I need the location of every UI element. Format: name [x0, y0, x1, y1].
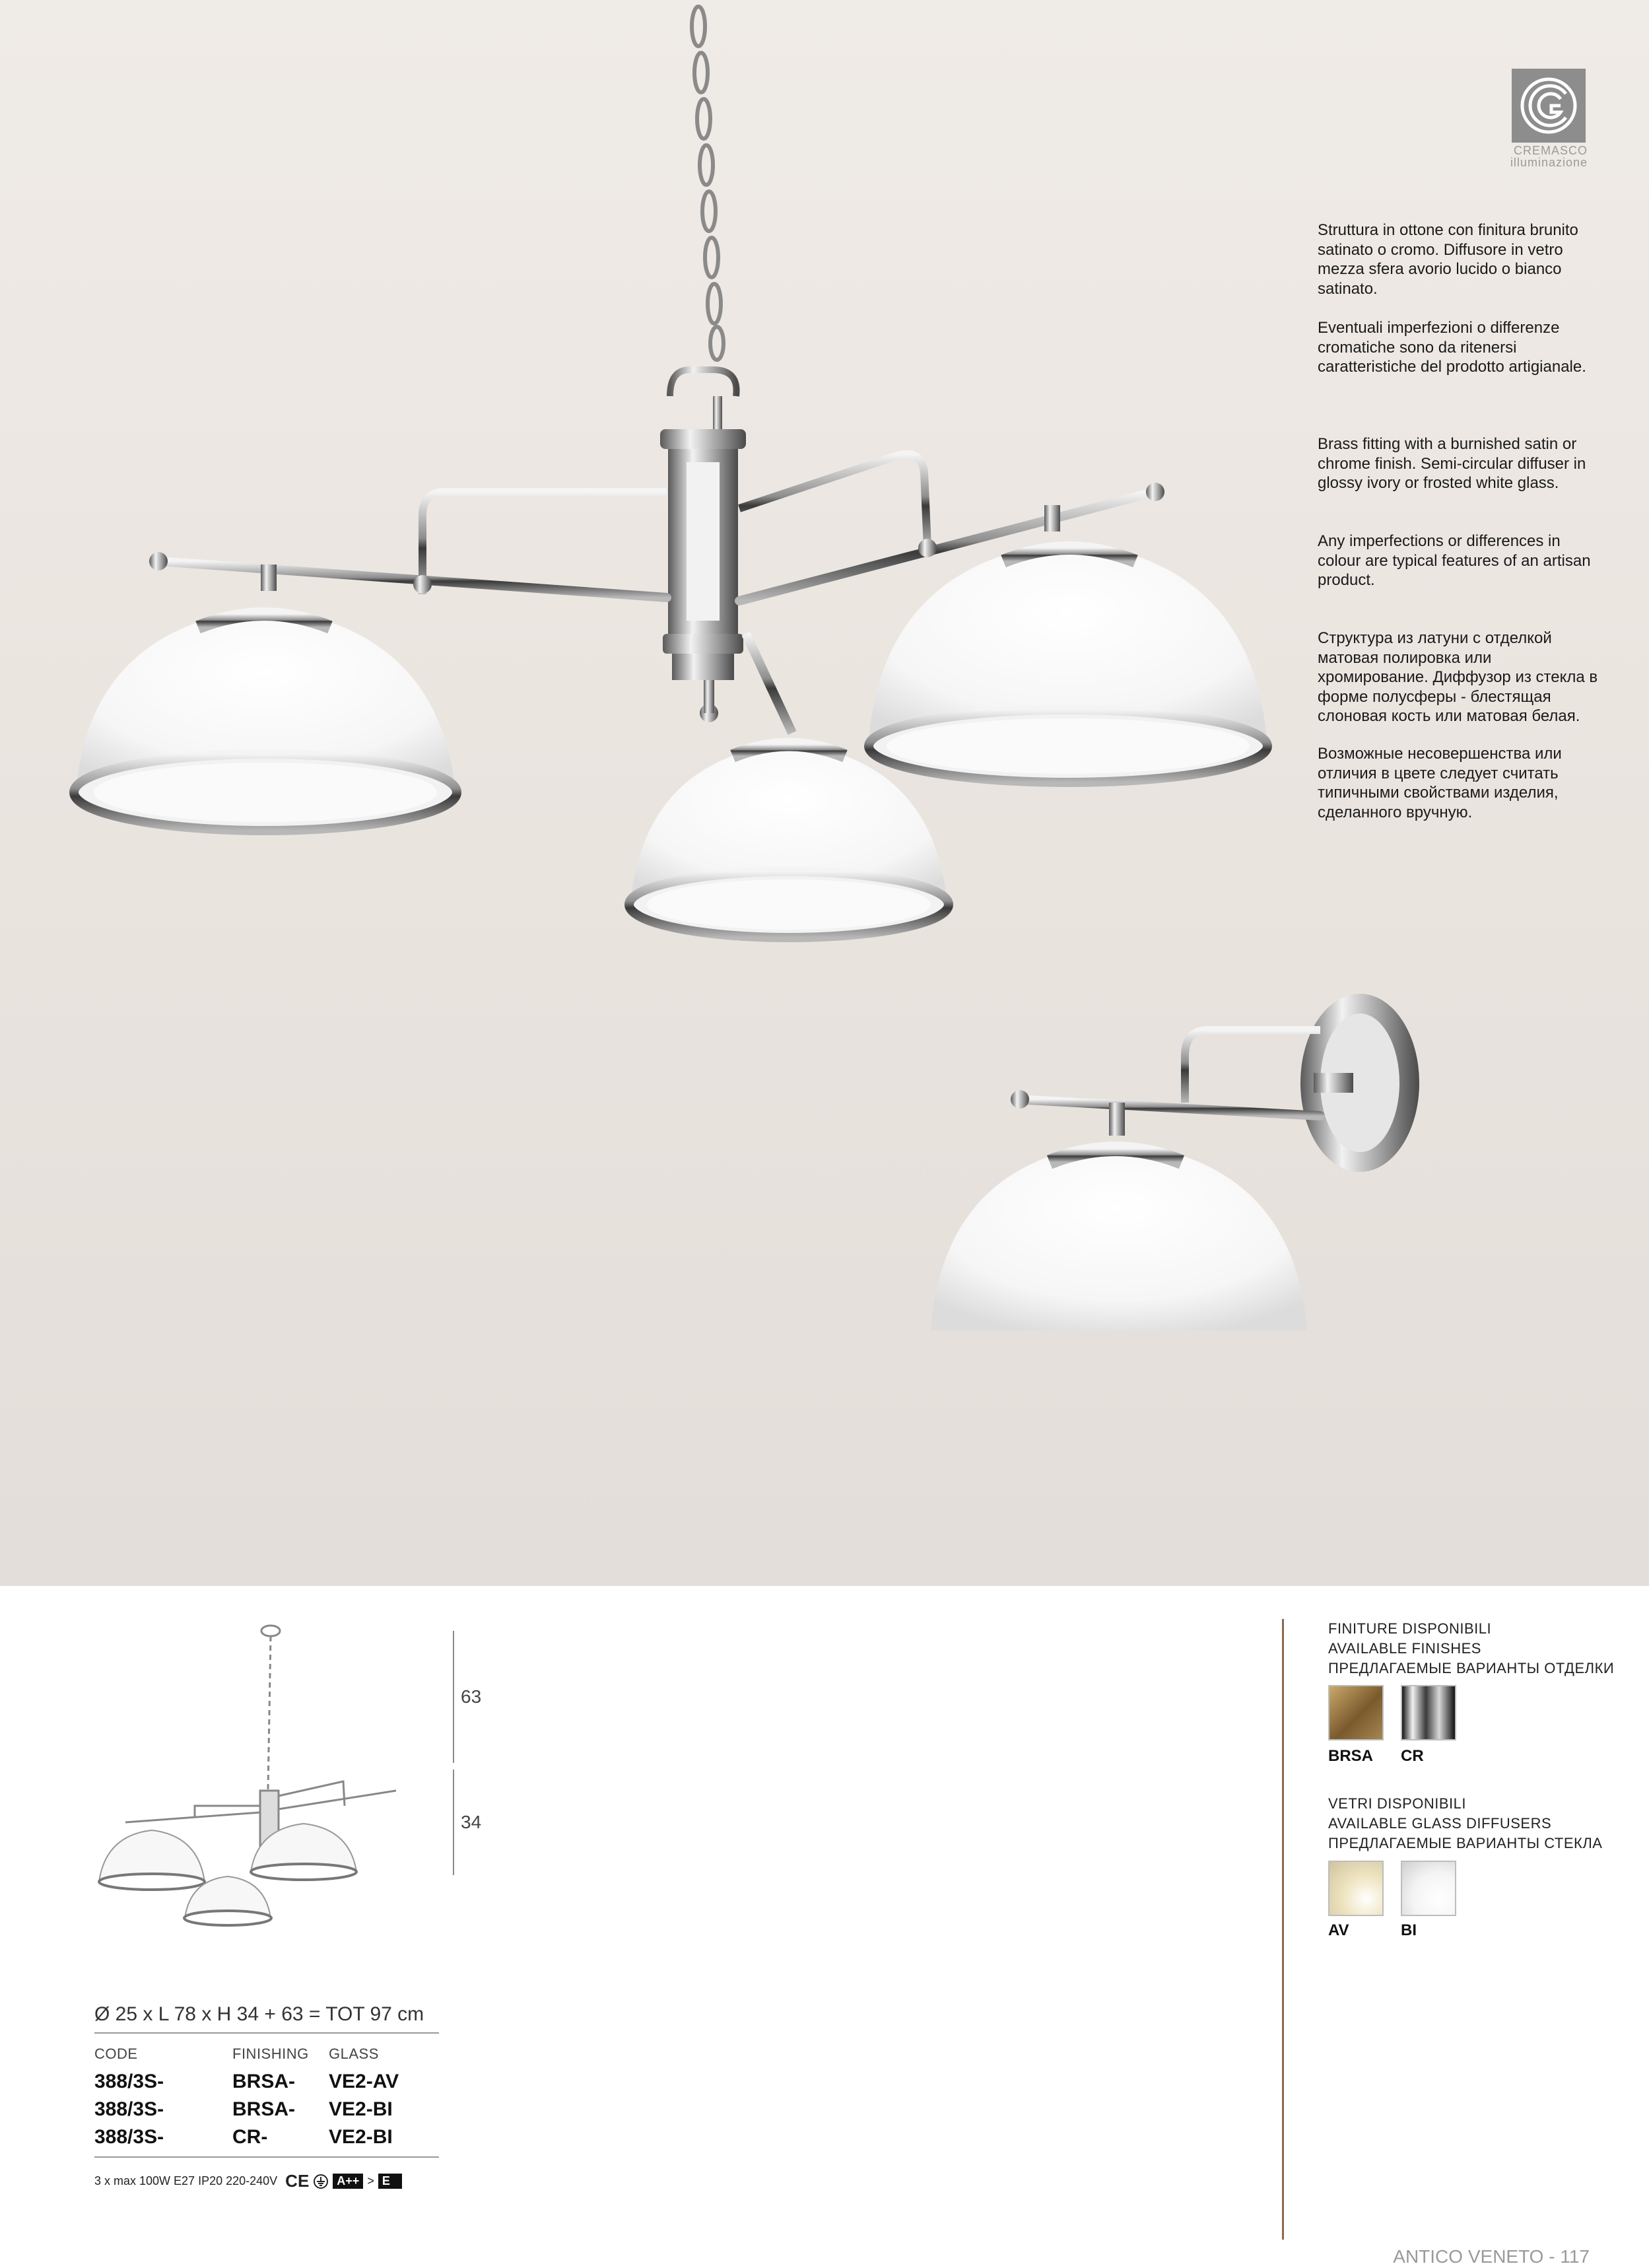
cell-code: 388/3S-	[94, 2098, 164, 2120]
ce-mark: CE	[285, 2171, 310, 2191]
cell-finishing: BRSA-	[232, 2071, 295, 2092]
glass-label-av: AV	[1328, 1921, 1349, 1939]
cell-finishing: BRSA-	[232, 2098, 295, 2120]
glass-label-bi: BI	[1401, 1921, 1417, 1939]
finish-label-brsa: BRSA	[1328, 1747, 1374, 1765]
finish-label-cr: CR	[1401, 1747, 1424, 1765]
description-it-1: Struttura in ottone con finitura brunito satinato o cromo. Diffusore in vetro mezza sfera avorio lucido o bianco satinato.	[1318, 221, 1578, 298]
page-footer-label: ANTICO VENETO - 117	[1393, 2246, 1590, 2267]
logo-icon	[1512, 69, 1586, 143]
energy-class-low: E	[378, 2174, 402, 2189]
finishes-title	[1328, 1619, 1619, 1678]
description-ru-1: Структура из латуни с отделкой матовая полировка или хромирование. Диффузор из стекла в форме полусферы - блестящая слоновая кость или матовая белая.	[1318, 629, 1598, 725]
cell-code: 388/3S-	[94, 2071, 164, 2092]
lamp-shade-left	[74, 607, 457, 831]
dimensions-text: Ø 25 x L 78 x H 34 + 63 = TOT 97 cm	[94, 2003, 424, 2025]
description-it-2: Eventuali imperfezioni o differenze cromatiche sono da ritenersi caratteristiche del prodotto artigianale.	[1318, 319, 1586, 376]
glass-swatch-av	[1328, 1861, 1384, 1916]
brand-logo	[1512, 69, 1586, 143]
brand-line2: illuminazione	[1510, 156, 1588, 169]
brand-line1: CREMASCO	[1513, 144, 1588, 157]
dim-line-bottom	[453, 1770, 454, 1875]
dim-line-top	[453, 1631, 454, 1763]
drawing-shades	[99, 1824, 356, 1925]
lamp-shade-right	[868, 541, 1267, 782]
brand-name	[1452, 144, 1588, 169]
cell-glass: VE2-BI	[329, 2098, 393, 2120]
divider-top	[94, 2032, 439, 2034]
finish-swatch-brsa	[1328, 1685, 1384, 1740]
finishes-title-ru: ПРЕДЛАГАЕМЫЕ ВАРИАНТЫ ОТДЕЛКИ	[1328, 1660, 1615, 1676]
dim-label-top: 63	[461, 1686, 482, 1707]
specs-text: 3 x max 100W E27 IP20 220-240V	[94, 2174, 278, 2187]
description-en-1: Brass fitting with a burnished satin or chrome finish. Semi-circular diffuser in glossy ivory or frosted white glass.	[1318, 435, 1586, 492]
glass-title-it: VETRI DISPONIBILI	[1328, 1795, 1466, 1812]
finishes-title-en: AVAILABLE FINISHES	[1328, 1640, 1481, 1657]
glass-swatch-bi	[1401, 1861, 1456, 1916]
cell-finishing: CR-	[232, 2126, 268, 2148]
divider-bottom	[94, 2156, 439, 2158]
technical-drawing	[92, 1618, 436, 1935]
description-en-2: Any imperfections or differences in colour are typical features of an artisan product.	[1318, 532, 1591, 589]
glass-title	[1328, 1794, 1619, 1853]
glass-title-ru: ПРЕДЛАГАЕМЫЕ ВАРИАНТЫ СТЕКЛА	[1328, 1835, 1603, 1851]
col-header-glass: GLASS	[329, 2045, 379, 2062]
description-ru-2: Возможные несовершенства или отличия в цвете следует считать типичными свойствами изделия, сделанного вручную.	[1318, 745, 1562, 821]
finishes-title-it: FINITURE DISPONIBILI	[1328, 1620, 1492, 1637]
wall-lamp	[927, 994, 1419, 1332]
cell-glass: VE2-BI	[329, 2126, 393, 2148]
col-header-finishing: FINISHING	[232, 2045, 309, 2062]
lamp-shade-middle	[629, 743, 949, 938]
col-header-code: CODE	[94, 2045, 138, 2062]
finish-swatch-cr	[1401, 1685, 1456, 1740]
ground-icon	[313, 2174, 329, 2189]
cell-code: 388/3S-	[94, 2126, 164, 2148]
electrical-specs	[94, 2171, 402, 2191]
chain	[692, 7, 724, 360]
energy-arrow: >	[367, 2174, 374, 2187]
glass-title-en: AVAILABLE GLASS DIFFUSERS	[1328, 1815, 1552, 1832]
energy-class-high: A++	[333, 2174, 363, 2189]
dim-label-bottom: 34	[461, 1812, 482, 1832]
cell-glass: VE2-AV	[329, 2071, 399, 2092]
column-divider	[1282, 1619, 1284, 2240]
